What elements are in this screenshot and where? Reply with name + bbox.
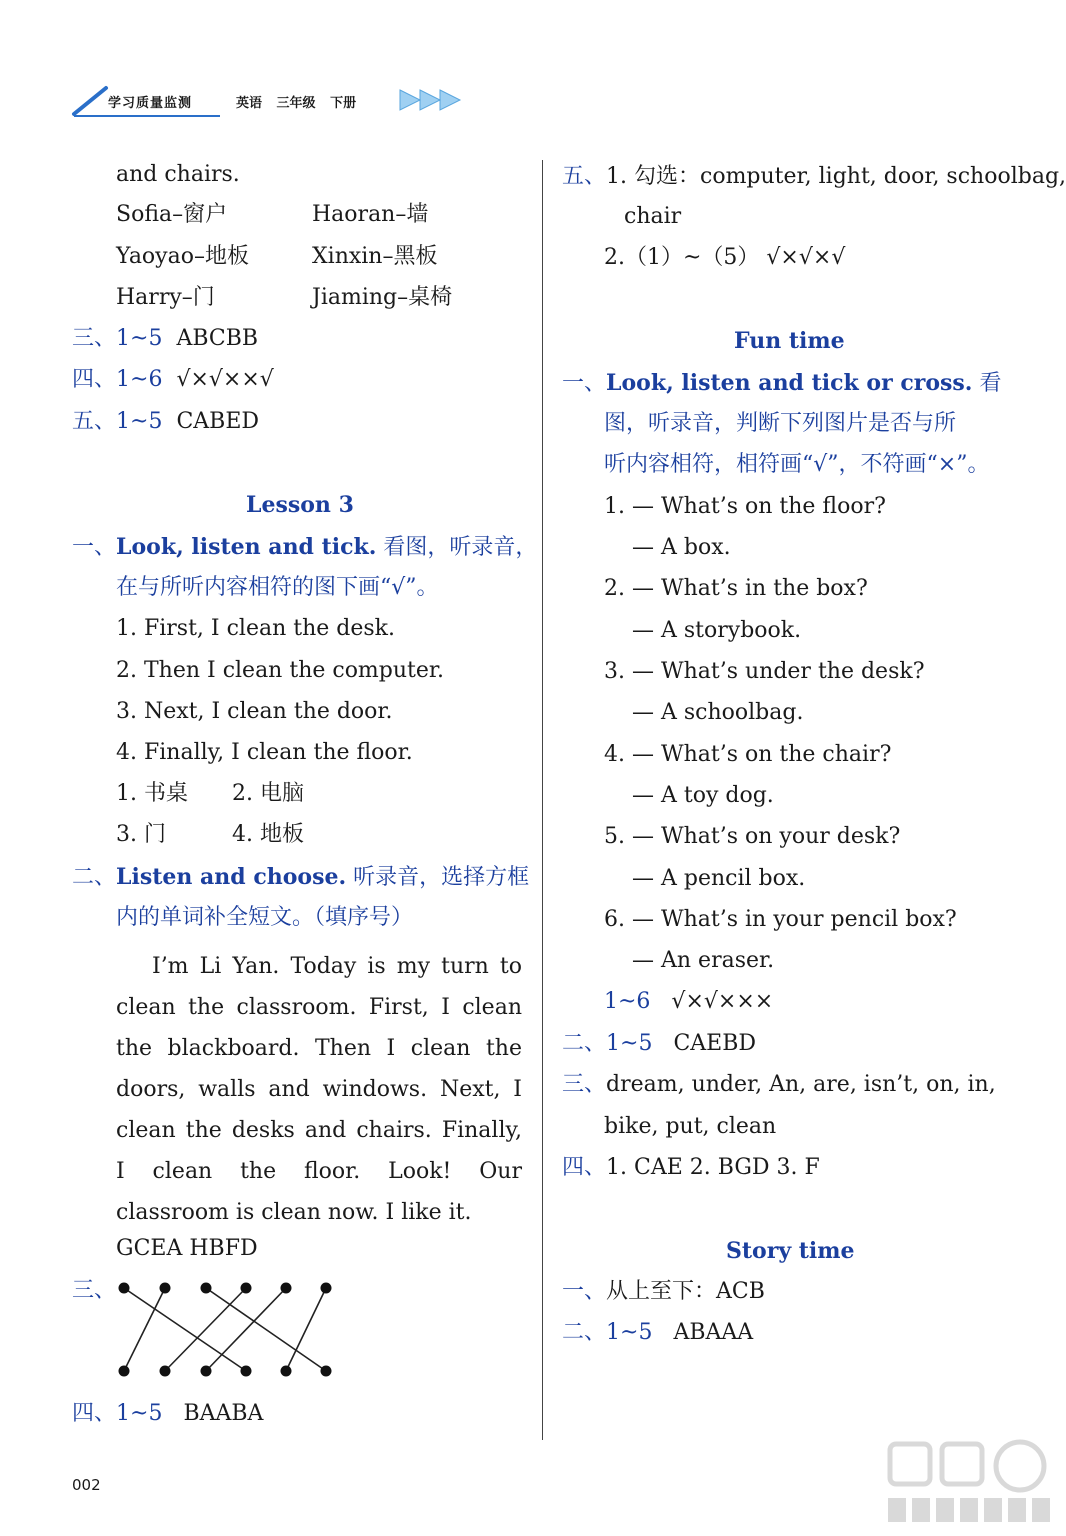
r-q2-row — [562, 1033, 756, 1055]
r-q4-row — [562, 1157, 820, 1179]
q3-matching-lines — [110, 1276, 340, 1386]
q2-cn2: 内的单词补全短文。（填序号） — [116, 905, 414, 930]
fun-q-6: 6. — What’s in your pencil box? — [604, 907, 957, 932]
q4-row — [72, 1403, 263, 1425]
q1-ans-1: 1. 书桌 — [116, 781, 188, 806]
q1-cn2: 在与所听内容相符的图下画“√”。 — [116, 575, 439, 600]
r-wu-l1: 1. 勾选：computer, light, door, schoolbag, — [606, 164, 1066, 189]
r-wu-label: 五、 — [562, 164, 607, 189]
q1-item-3: 3. Next, I clean the door. — [116, 699, 393, 724]
q4-label: 四、 — [72, 1401, 117, 1426]
r-q3-l1: dream, under, An, are, isn’t, on, in, — [606, 1072, 996, 1097]
r-q3-l2: bike, put, clean — [604, 1114, 777, 1139]
q4-range: 1~5 — [116, 1401, 163, 1426]
r-wu-l3: 2.（1）~（5） √×√×√ — [604, 245, 846, 270]
story-s1-text: 从上至下：ACB — [606, 1279, 765, 1304]
story-s2-row — [562, 1322, 753, 1344]
fun-a-1: — A box. — [632, 535, 731, 560]
q2-label: 二、 — [72, 865, 117, 890]
si-row — [72, 369, 274, 391]
q2-passage: I’m Li Yan. Today is my turn to clean the classroom. First, I clean the blackboard. Then I clean the doors, walls and windows. Next, I clean the desks and chairs. Finally, I clean the floor. Look! Our classroom is clean now. I like it. — [116, 954, 522, 1225]
si-label: 四、 — [72, 367, 117, 392]
q1-label: 一、 — [72, 535, 117, 560]
q1-ans-2: 2. 电脑 — [232, 781, 304, 806]
story-s2-range: 1~5 — [606, 1320, 653, 1345]
r-q4-label: 四、 — [562, 1155, 607, 1180]
wu-label: 五、 — [72, 409, 117, 434]
wu-row — [72, 411, 259, 433]
r-wu-l2: chair — [624, 204, 682, 229]
header-subject: 英语 — [236, 96, 263, 111]
r-q1-heading — [562, 372, 1001, 395]
header-subject-info — [236, 92, 356, 111]
san-row — [72, 328, 258, 350]
story-s2-answer: ABAAA — [673, 1320, 754, 1345]
fun-a-3: — A schoolbag. — [632, 700, 804, 725]
pair-b2: Xinxin–黑板 — [312, 244, 438, 269]
wu-range: 1~5 — [116, 409, 163, 434]
pair-a3: Harry–门 — [116, 285, 215, 310]
fun-a-4: — A toy dog. — [632, 783, 774, 808]
header-grade: 三年级 — [276, 96, 316, 111]
fun-a-5: — A pencil box. — [632, 866, 806, 891]
q2-answer: GCEA HBFD — [116, 1236, 258, 1261]
q1-item-1: 1. First, I clean the desk. — [116, 616, 395, 641]
q2-en: Listen and choose. — [116, 864, 347, 890]
fun-answer-row — [604, 991, 773, 1013]
pair-a1: Sofia–窗户 — [116, 202, 228, 227]
lesson-title: Lesson 3 — [246, 492, 354, 518]
header-volume: 下册 — [330, 96, 357, 111]
r-q1-cn2: 听内容相符，相符画“√”，不符画“×”。 — [604, 452, 990, 477]
r-wu-row — [562, 166, 1066, 188]
fun-q-1: 1. — What’s on the floor? — [604, 494, 886, 519]
column-divider — [542, 160, 543, 1440]
prev-line: and chairs. — [116, 162, 240, 187]
watermark-logo — [880, 1436, 1060, 1531]
q1-heading — [72, 536, 537, 559]
fun-range: 1~6 — [604, 989, 651, 1014]
fun-q-5: 5. — What’s on your desk? — [604, 824, 901, 849]
fun-a-2: — A storybook. — [632, 618, 802, 643]
san-answer: ABCBB — [176, 326, 259, 351]
q2-cn1: 听录音，选择方框 — [353, 865, 530, 890]
q1-ans-3: 3. 门 — [116, 822, 166, 847]
q2-heading — [72, 866, 529, 889]
pair-b1: Haoran–墙 — [312, 202, 429, 227]
r-q3-label: 三、 — [562, 1072, 607, 1097]
fun-q-4: 4. — What’s on the chair? — [604, 742, 892, 767]
q1-cn1: 看图，听录音， — [383, 535, 538, 560]
story-time-title: Story time — [726, 1238, 855, 1264]
page-number: 002 — [72, 1476, 101, 1494]
fun-time-title: Fun time — [734, 328, 845, 354]
si-answer: √×√××√ — [176, 367, 274, 392]
san-range: 1~5 — [116, 326, 163, 351]
q1-item-4: 4. Finally, I clean the floor. — [116, 740, 413, 765]
r-q2-label: 二、 — [562, 1031, 607, 1056]
r-q2-answer: CAEBD — [673, 1031, 757, 1056]
r-q1-label: 一、 — [562, 371, 607, 396]
story-s2-label: 二、 — [562, 1320, 607, 1345]
wu-answer: CABED — [176, 409, 260, 434]
q1-en: Look, listen and tick. — [116, 534, 377, 560]
r-q2-range: 1~5 — [606, 1031, 653, 1056]
si-range: 1~6 — [116, 367, 163, 392]
r-q1-en: Look, listen and tick or cross. — [606, 370, 973, 396]
fun-answer: √×√××× — [671, 989, 774, 1014]
san-label: 三、 — [72, 326, 117, 351]
fun-q-3: 3. — What’s under the desk? — [604, 659, 925, 684]
story-s1-label: 一、 — [562, 1279, 607, 1304]
r-q1-cn0: 看 — [979, 371, 1002, 396]
story-s1-row — [562, 1281, 765, 1303]
r-q1-cn1: 图，听录音，判断下列图片是否与所 — [604, 411, 957, 436]
fun-a-6: — An eraser. — [632, 948, 775, 973]
r-q4-answer: 1. CAE 2. BGD 3. F — [606, 1155, 820, 1180]
q3-label: 三、 — [72, 1278, 117, 1303]
q1-ans-4: 4. 地板 — [232, 822, 304, 847]
q4-answer: BAABA — [183, 1401, 264, 1426]
r-q3-row — [562, 1074, 996, 1096]
pair-b3: Jiaming–桌椅 — [312, 285, 453, 310]
fun-q-2: 2. — What’s in the box? — [604, 576, 868, 601]
header-title: 学习质量监测 — [108, 96, 193, 111]
pair-a2: Yaoyao–地板 — [116, 244, 249, 269]
q1-item-2: 2. Then I clean the computer. — [116, 658, 445, 683]
